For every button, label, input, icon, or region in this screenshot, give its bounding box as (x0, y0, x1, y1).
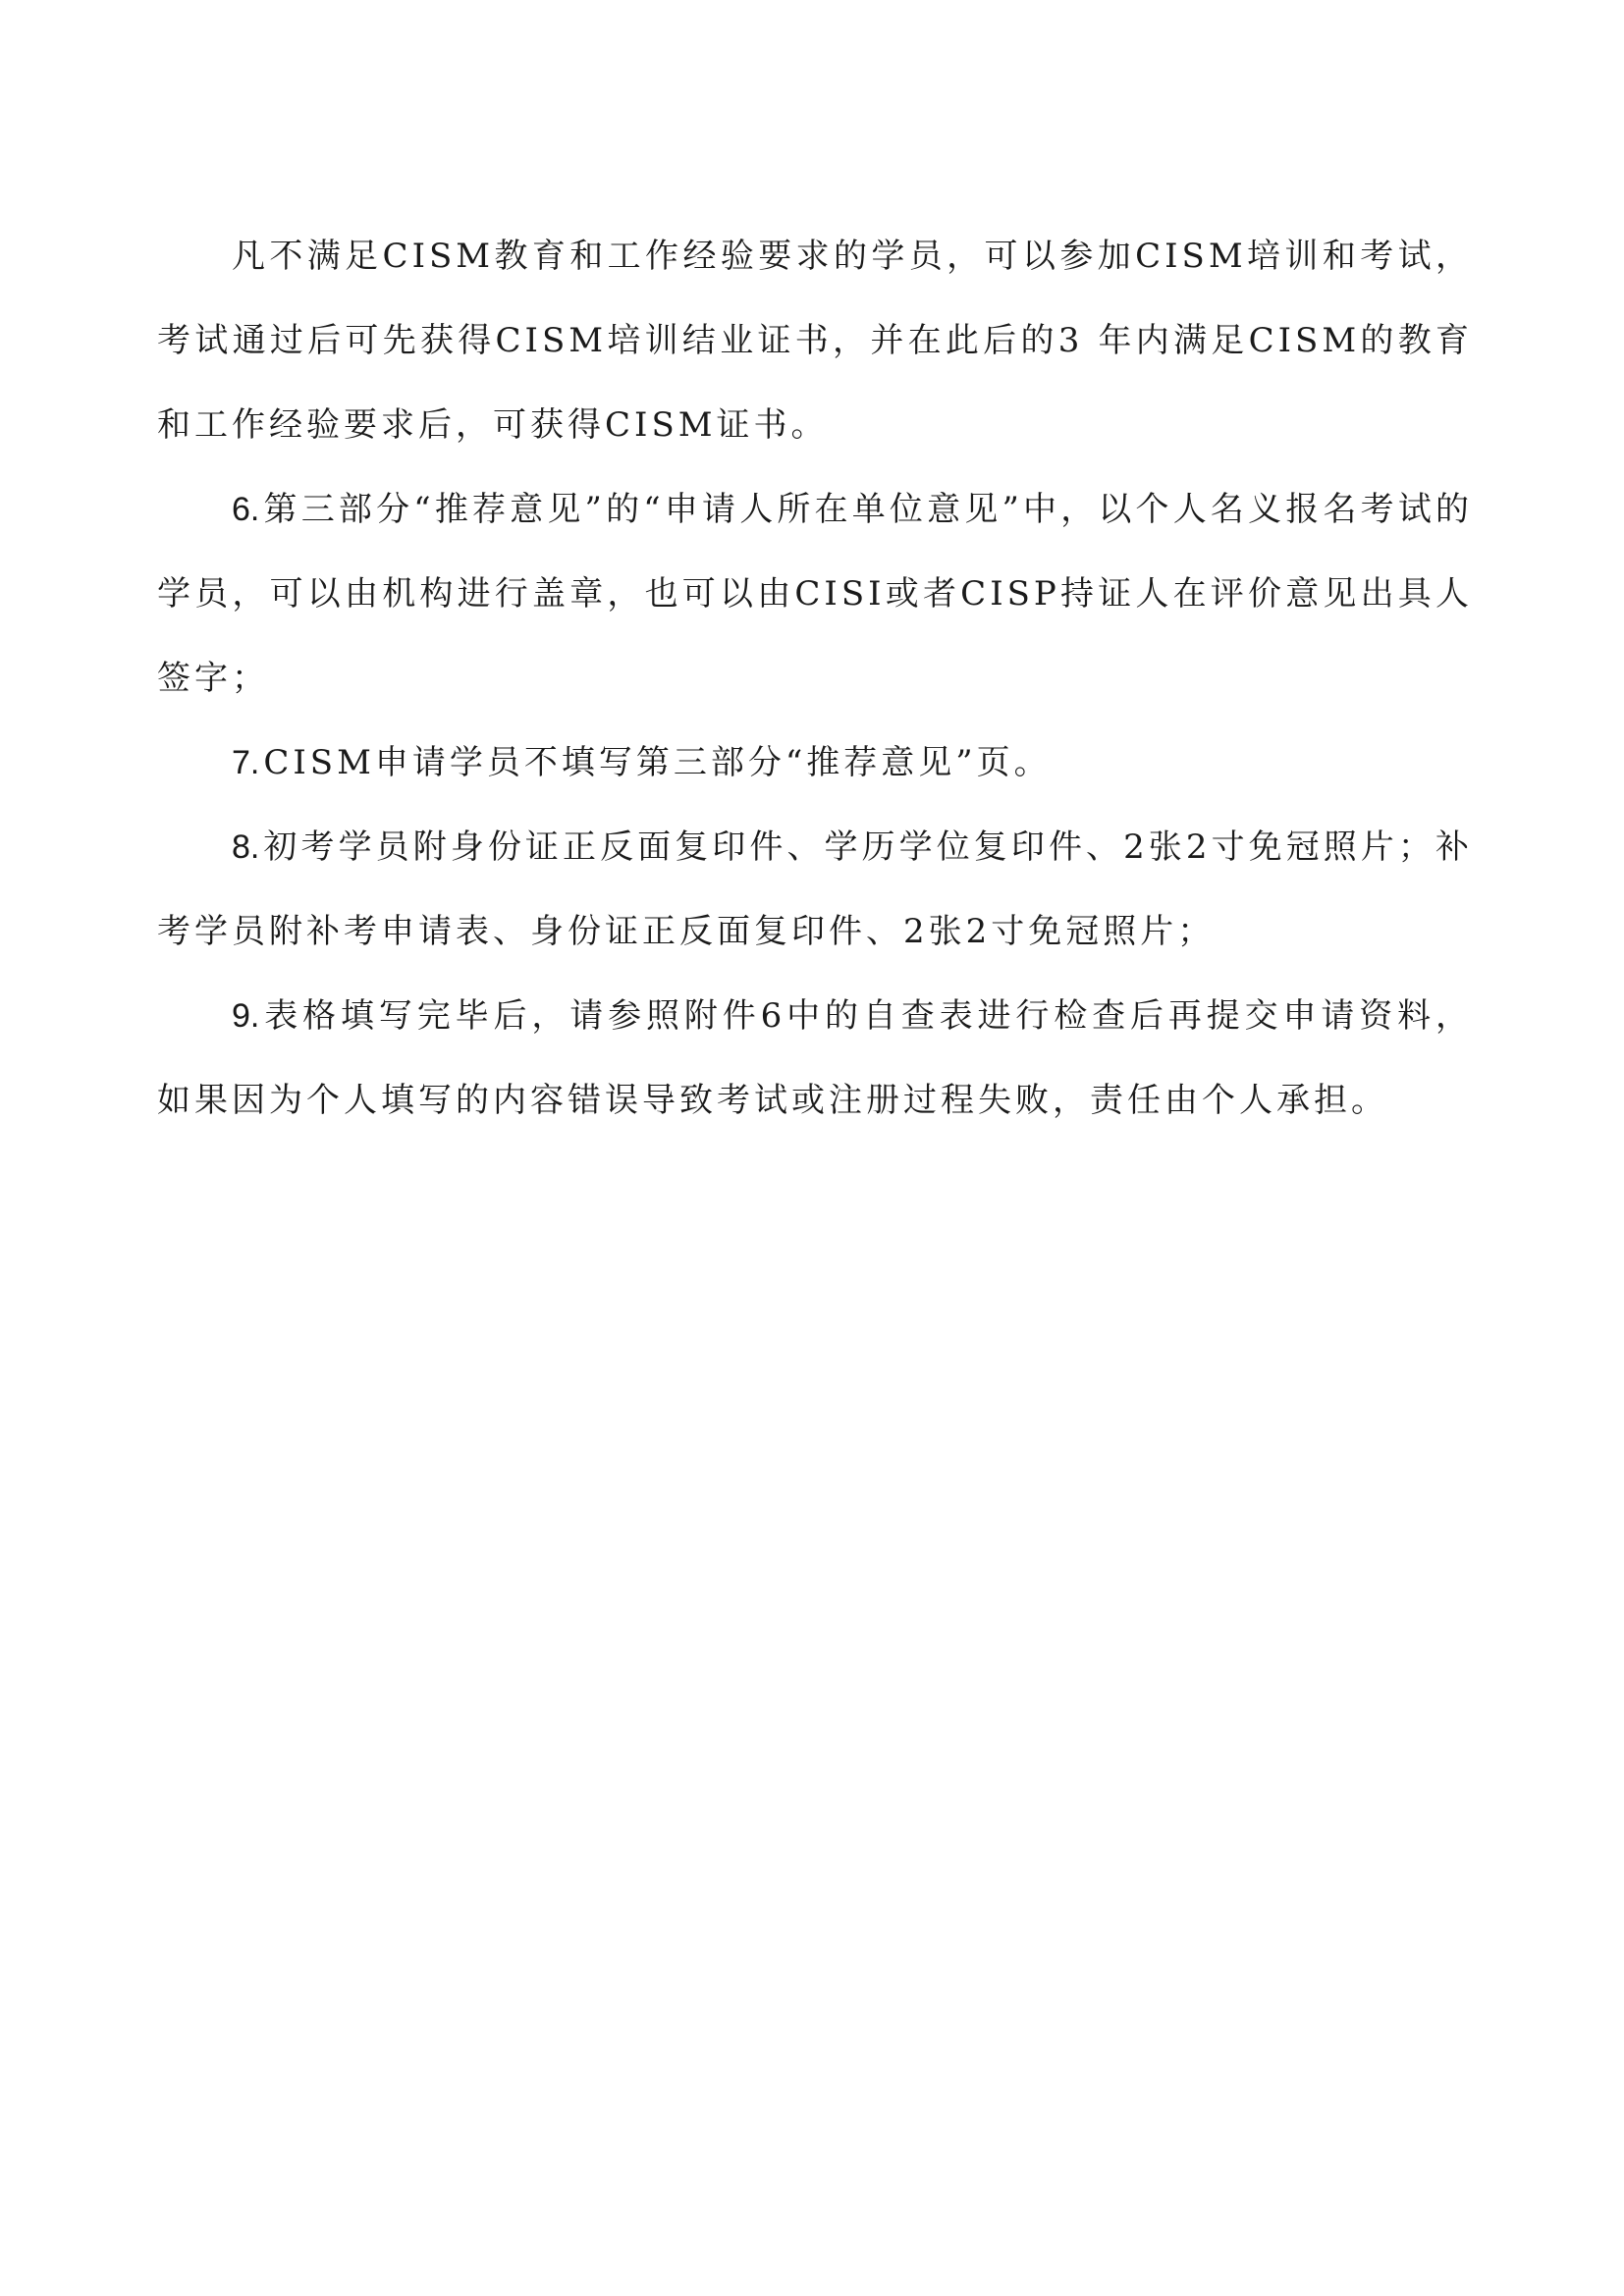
paragraph-text: 凡不满足CISM教育和工作经验要求的学员，可以参加CISM培训和考试，考试通过后可先获得CISM培训结业证书，并在此后的3 年内满足CISM的教育和工作经验要求后，可获得CISM证书。 (157, 237, 1473, 445)
paragraph-item-6 (157, 467, 1473, 721)
paragraph-item-7 (157, 721, 1473, 805)
paragraph-item-9 (157, 974, 1473, 1143)
document-body (157, 214, 1473, 1143)
item-number: 6. (232, 491, 260, 528)
paragraph-text: 表格填写完毕后，请参照附件6中的自查表进行检查后再提交申请资料，如果因为个人填写的内容错误导致考试或注册过程失败，责任由个人承担。 (157, 996, 1473, 1120)
item-number: 9. (232, 997, 260, 1035)
item-number: 7. (232, 744, 260, 781)
paragraph-cism-eligibility (157, 214, 1473, 467)
paragraph-text: 初考学员附身份证正反面复印件、学历学位复印件、2张2寸免冠照片；补考学员附补考申请表、身份证正反面复印件、2张2寸免冠照片； (157, 828, 1473, 951)
paragraph-item-8 (157, 805, 1473, 974)
paragraph-text: 第三部分“推荐意见”的“申请人所在单位意见”中，以个人名义报名考试的学员，可以由机构进行盖章，也可以由CISI或者CISP持证人在评价意见出具人签字； (157, 490, 1473, 698)
item-number: 8. (232, 828, 260, 866)
paragraph-text: CISM申请学员不填写第三部分“推荐意见”页。 (263, 743, 1052, 782)
